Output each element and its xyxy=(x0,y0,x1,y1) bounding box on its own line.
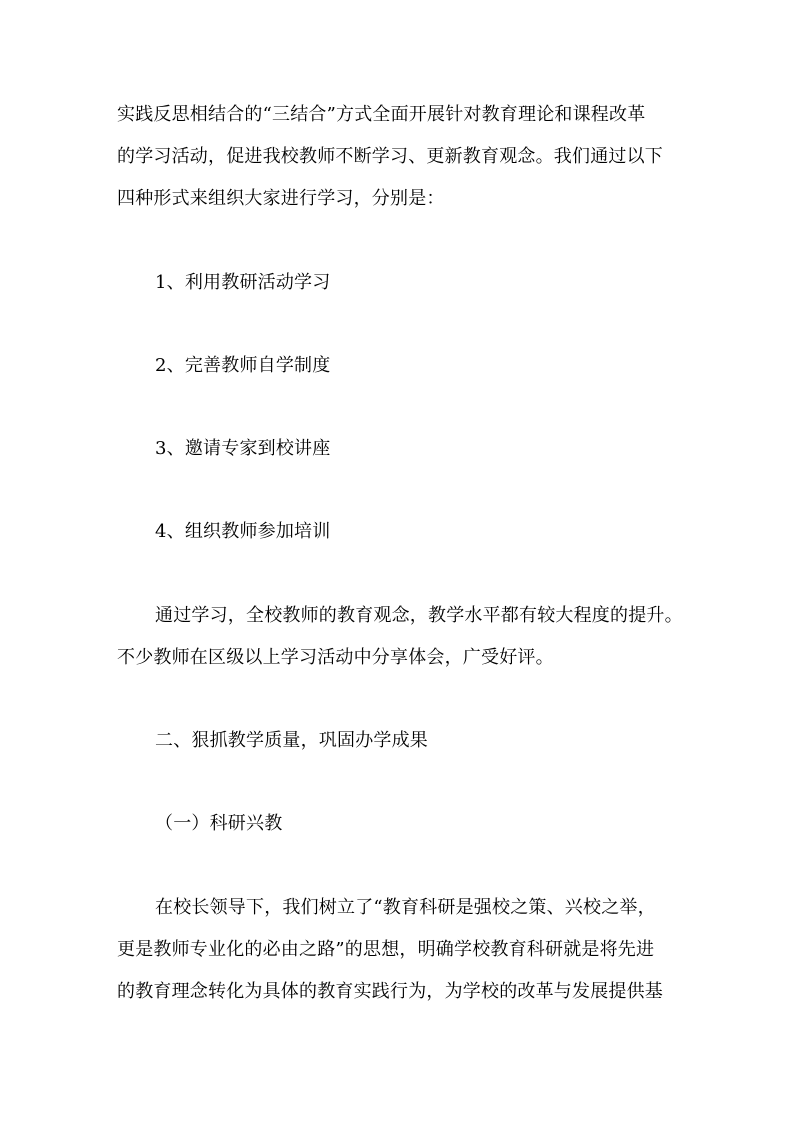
paragraph-3-line-3: 的教育理念转化为具体的教育实践行为，为学校的改革与发展提供基 xyxy=(117,981,663,1002)
paragraph-1-line-2: 的学习活动，促进我校教师不断学习、更新教育观念。我们通过以下 xyxy=(117,146,663,167)
paragraph-2-line-2: 不少教师在区级以上学习活动中分享体会，广受好评。 xyxy=(117,647,554,668)
list-item-1: 1、利用教研活动学习 xyxy=(155,272,331,293)
list-item-3: 3、邀请专家到校讲座 xyxy=(155,438,331,459)
section-heading: 二、狠抓教学质量，巩固办学成果 xyxy=(155,730,428,751)
list-item-4: 4、组织教师参加培训 xyxy=(155,521,331,542)
paragraph-1-line-3: 四种形式来组织大家进行学习，分别是： xyxy=(117,188,445,209)
paragraph-3-line-2: 更是教师专业化的必由之路”的思想，明确学校教育科研就是将先进 xyxy=(117,939,655,960)
paragraph-2-line-1: 通过学习，全校教师的教育观念，教学水平都有较大程度的提升。 xyxy=(155,605,683,626)
paragraph-3-line-1: 在校长领导下，我们树立了“教育科研是强校之策、兴校之举， xyxy=(155,897,656,918)
subsection-heading: （一）科研兴教 xyxy=(155,813,283,834)
paragraph-1-line-1: 实践反思相结合的“三结合”方式全面开展针对教育理论和课程改革 xyxy=(117,104,646,125)
list-item-2: 2、完善教师自学制度 xyxy=(155,355,331,376)
